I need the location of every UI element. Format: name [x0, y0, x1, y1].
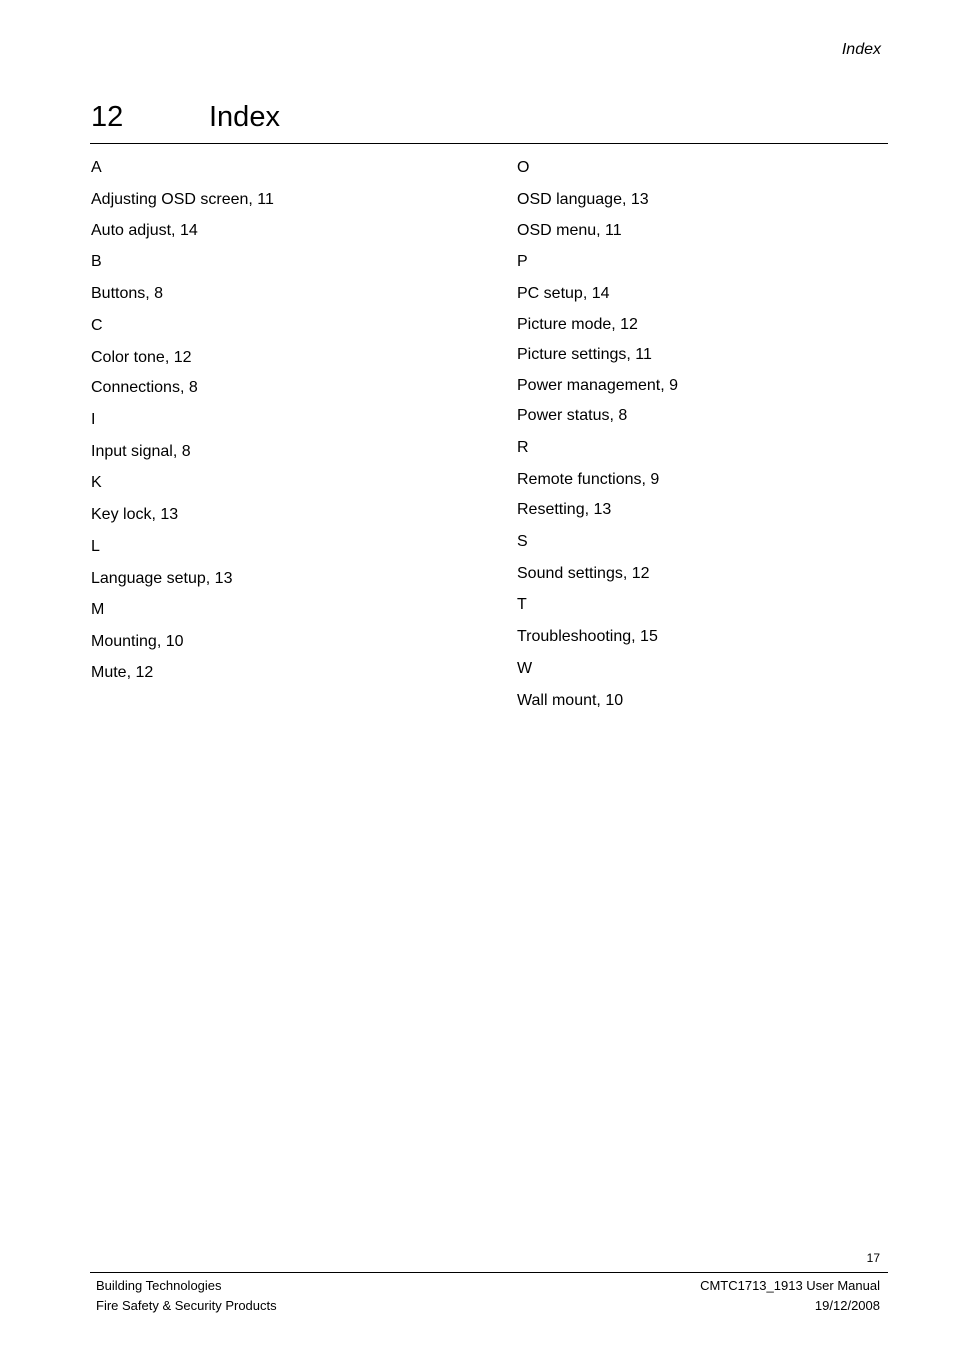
index-entry[interactable]: PC setup, 14 — [517, 285, 610, 302]
footer-company-line1: Building Technologies — [96, 1278, 222, 1293]
index-entry[interactable]: Resetting, 13 — [517, 501, 612, 518]
index-group-o — [517, 156, 917, 242]
index-column-right — [517, 156, 917, 720]
chapter-number: 12 — [91, 101, 124, 133]
index-letter: L — [91, 537, 100, 555]
index-letter: B — [91, 253, 102, 270]
index-letter: R — [517, 438, 529, 456]
index-letter: S — [517, 532, 528, 550]
index-group-t — [517, 593, 917, 648]
index-entry[interactable]: Power status, 8 — [517, 407, 628, 424]
index-entry[interactable]: Mute, 12 — [91, 663, 154, 681]
index-entry[interactable]: Color tone, 12 — [91, 348, 192, 366]
index-letter: W — [517, 659, 533, 677]
index-entry[interactable]: Auto adjust, 14 — [91, 221, 198, 239]
running-header: Index — [841, 41, 881, 58]
index-entry[interactable]: Key lock, 13 — [91, 506, 179, 523]
index-entry[interactable]: OSD menu, 11 — [517, 221, 622, 239]
index-group-l — [91, 535, 491, 590]
index-entry[interactable]: Wall mount, 10 — [517, 691, 624, 709]
index-group-p — [517, 250, 917, 427]
index-group-k — [91, 471, 491, 526]
index-entry[interactable]: Adjusting OSD screen, 11 — [91, 191, 274, 208]
index-column-left — [91, 156, 491, 692]
index-letter: C — [91, 316, 103, 334]
index-entry[interactable]: Connections, 8 — [91, 379, 198, 396]
index-letter: K — [91, 474, 102, 491]
index-letter: T — [517, 596, 527, 613]
footer-company-line2: Fire Safety & Security Products — [96, 1298, 277, 1313]
index-letter: O — [517, 159, 530, 176]
index-group-i — [91, 408, 491, 463]
page-footer — [90, 1272, 888, 1313]
index-entry[interactable]: Input signal, 8 — [91, 442, 191, 460]
index-group-w — [517, 657, 917, 712]
footer-document — [700, 1276, 880, 1316]
footer-company — [96, 1276, 277, 1316]
index-entry[interactable]: Picture settings, 11 — [517, 346, 652, 363]
index-entry[interactable]: Power management, 9 — [517, 376, 678, 394]
index-entry[interactable]: OSD language, 13 — [517, 191, 649, 208]
index-group-c — [91, 314, 491, 400]
index-entry[interactable]: Buttons, 8 — [91, 285, 164, 302]
index-entry[interactable]: Mounting, 10 — [91, 633, 184, 650]
index-group-b — [91, 250, 491, 305]
index-entry[interactable]: Picture mode, 12 — [517, 315, 638, 333]
footer-doc-title: CMTC1713_1913 User Manual — [700, 1278, 880, 1293]
index-entry[interactable]: Sound settings, 12 — [517, 564, 650, 582]
index-entry[interactable]: Troubleshooting, 15 — [517, 628, 658, 645]
index-group-s — [517, 530, 917, 585]
page-number: 17 — [866, 1251, 880, 1265]
footer-doc-date: 19/12/2008 — [814, 1298, 880, 1313]
index-group-m — [91, 598, 491, 684]
index-letter: A — [91, 159, 102, 176]
index-entry[interactable]: Language setup, 13 — [91, 569, 233, 587]
index-letter: M — [91, 601, 105, 618]
index-group-r — [517, 436, 917, 522]
index-letter: I — [91, 410, 96, 428]
index-letter: P — [517, 253, 528, 270]
index-group-a — [91, 156, 491, 242]
index-entry[interactable]: Remote functions, 9 — [517, 470, 660, 488]
chapter-heading — [90, 99, 888, 144]
chapter-title: Index — [209, 101, 280, 133]
